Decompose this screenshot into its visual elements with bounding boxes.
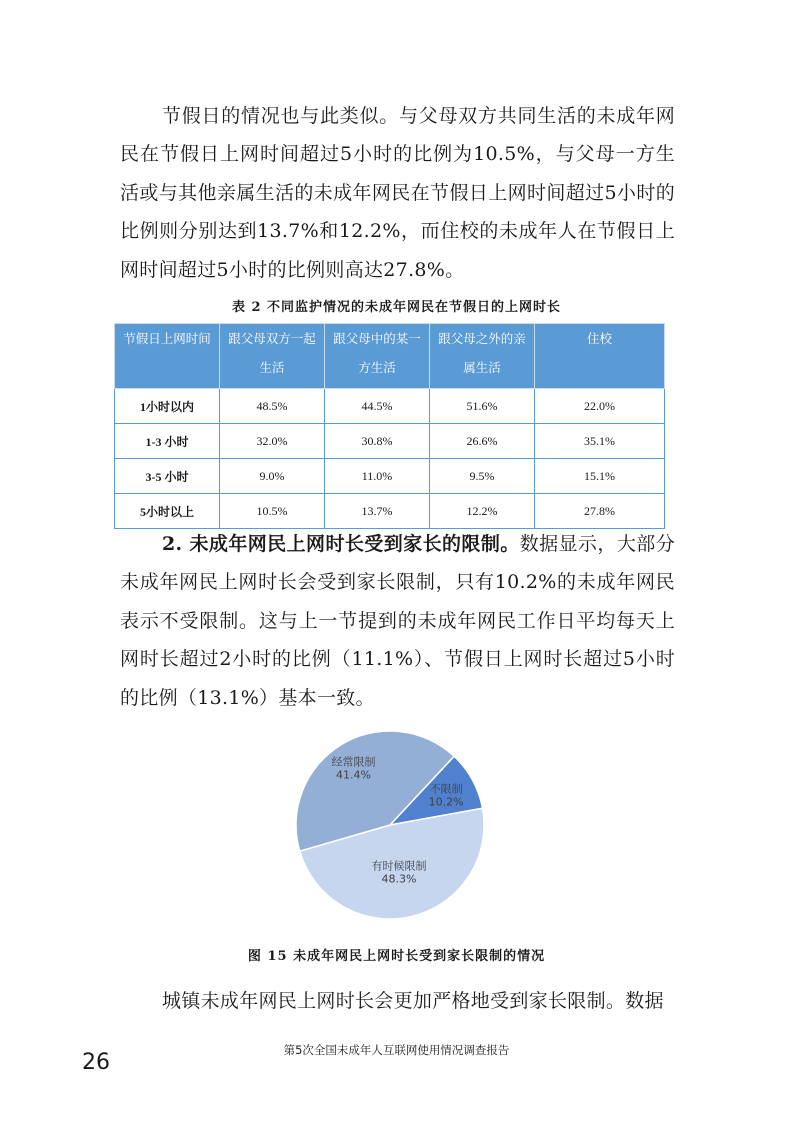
pie-slice-label: 不限制 <box>429 782 463 796</box>
table-cell: 15.1% <box>535 459 665 494</box>
table-cell: 10.5% <box>220 494 325 529</box>
footer-report-title: 第5次全国未成年人互联网使用情况调查报告 <box>283 1043 510 1057</box>
header-cell <box>325 324 430 389</box>
table-cell: 27.8% <box>535 494 665 529</box>
header-cell <box>535 324 665 389</box>
table-cell: 32.0% <box>220 424 325 459</box>
table-row <box>115 494 665 529</box>
figure-caption: 图 15 未成年网民上网时长受到家长限制的情况 <box>247 949 546 964</box>
header-cell <box>115 324 220 389</box>
pie-slice-value: 41.4% <box>335 768 371 782</box>
row-label: 1-3 小时 <box>115 424 220 459</box>
section-heading: 2. 未成年网民上网时长受到家长的限制。 <box>162 533 520 555</box>
paragraph-body: 数据显示，大部分未成年网民上网时长会受到家长限制，只有10.2%的未成年网民表示不受限制。这与上一节提到的未成年网民工作日平均每天上网时长超过2小时的比例（11.1%）、节假日上网时长超过5小时的比例（13.1%）基本一致。 <box>120 533 675 709</box>
table-cell: 13.7% <box>325 494 430 529</box>
header-label: 跟父母中的某一方生活 <box>333 331 421 375</box>
header-label: 跟父母之外的亲属生活 <box>438 331 526 375</box>
table-caption: 表 2 不同监护情况的未成年网民在节假日的上网时长 <box>231 300 562 315</box>
table-cell: 48.5% <box>220 389 325 424</box>
page-number: 26 <box>82 1050 110 1075</box>
table-cell: 11.0% <box>325 459 430 494</box>
pie-slice-value: 10.2% <box>428 795 464 809</box>
table-cell: 35.1% <box>535 424 665 459</box>
pie-slice-label: 经常限制 <box>331 755 376 769</box>
row-label: 3-5 小时 <box>115 459 220 494</box>
table-header-row <box>115 324 665 389</box>
row-label: 5小时以上 <box>115 494 220 529</box>
table-cell: 44.5% <box>325 389 430 424</box>
header-label: 住校 <box>586 331 612 346</box>
paragraph-parental-limit <box>120 525 675 717</box>
header-label: 跟父母双方一起生活 <box>228 331 316 375</box>
paragraph-holiday: 节假日的情况也与此类似。与父母双方共同生活的未成年网民在节假日上网时间超过5小时的比例为10.5%，与父母一方生活或与其他亲属生活的未成年网民在节假日上网时间超过5小时的比例则分别达到13.7%和12.2%，而住校的未成年人在节假日上网时间超过5小时的比例则高达27.8%。 <box>120 105 675 281</box>
header-cell <box>220 324 325 389</box>
header-label: 节假日上网时间 <box>123 331 211 346</box>
table-row <box>115 389 665 424</box>
table-cell: 51.6% <box>430 389 535 424</box>
table-cell: 12.2% <box>430 494 535 529</box>
pie-slice-label: 有时候限制 <box>371 859 427 873</box>
table-cell: 9.5% <box>430 459 535 494</box>
header-cell <box>430 324 535 389</box>
table-cell: 30.8% <box>325 424 430 459</box>
pie-slice-value: 48.3% <box>381 872 417 886</box>
table-cell: 26.6% <box>430 424 535 459</box>
table-row <box>115 424 665 459</box>
paragraph-urban: 城镇未成年网民上网时长会更加严格地受到家长限制。数据 <box>162 990 664 1012</box>
table-cell: 9.0% <box>220 459 325 494</box>
table-row <box>115 459 665 494</box>
table-cell: 22.0% <box>535 389 665 424</box>
holiday-usage-table <box>114 323 665 529</box>
row-label: 1小时以内 <box>115 389 220 424</box>
pie-chart <box>290 725 490 925</box>
